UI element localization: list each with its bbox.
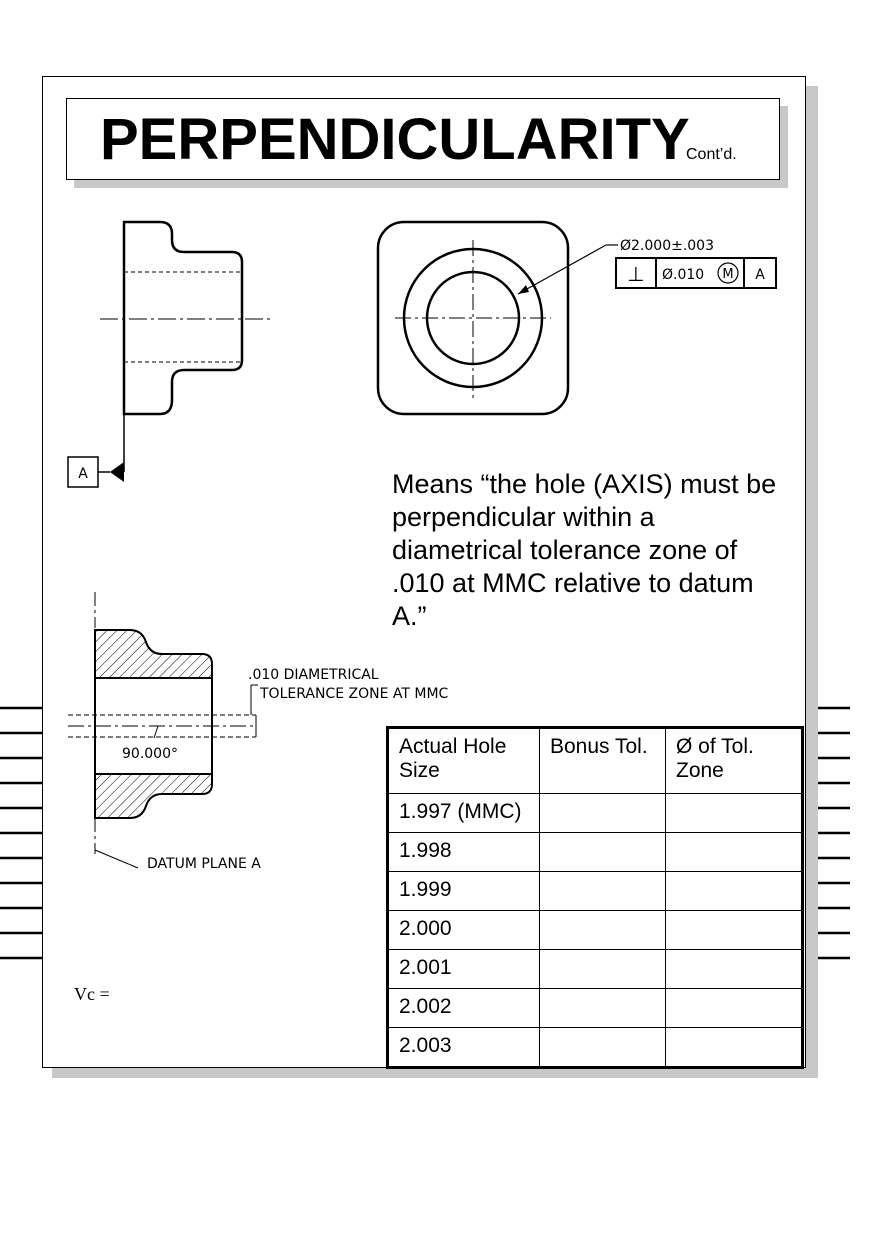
tol-zone-cell[interactable] [666, 794, 803, 833]
zone-label-line-1: .010 DIAMETRICAL [248, 667, 379, 683]
header-bonus-tol: Bonus Tol. [540, 728, 666, 794]
bonus-tol-cell[interactable] [540, 1028, 666, 1068]
table-row [388, 911, 803, 950]
perpendicularity-symbol-icon: ⊥ [627, 262, 645, 286]
vc-label: Vc = [74, 984, 110, 1004]
hole-size-cell: 2.001 [388, 950, 540, 989]
table-row [388, 1028, 803, 1068]
table-row [388, 794, 803, 833]
fcf-datum: A [755, 267, 765, 283]
hole-size-cell: 2.000 [388, 911, 540, 950]
page-subtitle: Cont’d. [686, 146, 737, 163]
table-row [388, 989, 803, 1028]
page-title: PERPENDICULARITY [100, 107, 690, 172]
size-dimension: Ø2.000±.003 [620, 238, 715, 254]
hole-size-cell: 2.002 [388, 989, 540, 1028]
datum-plane-label: DATUM PLANE A [147, 856, 261, 872]
tol-zone-cell[interactable] [666, 950, 803, 989]
header-tol-zone-diameter: Ø of Tol. Zone [666, 728, 803, 794]
table-row [388, 833, 803, 872]
fcf-modifier: M [722, 267, 734, 282]
left-binder-edges [0, 700, 44, 970]
datum-label: A [78, 466, 88, 482]
front-view-drawing [370, 212, 790, 422]
bonus-tol-cell[interactable] [540, 833, 666, 872]
bonus-tol-cell[interactable] [540, 872, 666, 911]
bonus-tol-cell[interactable] [540, 794, 666, 833]
hole-size-cell: 1.998 [388, 833, 540, 872]
fcf-tolerance: Ø.010 [662, 267, 705, 283]
hole-size-cell: 1.999 [388, 872, 540, 911]
side-view-drawing [60, 210, 280, 500]
angle-label: 90.000° [122, 746, 178, 762]
table-row [388, 950, 803, 989]
tol-zone-cell[interactable] [666, 911, 803, 950]
tol-zone-cell[interactable] [666, 1028, 803, 1068]
hole-size-cell: 2.003 [388, 1028, 540, 1068]
header-actual-hole-size: Actual Hole Size [388, 728, 540, 794]
hole-size-cell: 1.997 (MMC) [388, 794, 540, 833]
meaning-text: Means “the hole (AXIS) must be perpendicular within a diametrical tolerance zone of .010 at MMC relative to datum A.” [392, 469, 777, 631]
feature-control-frame [616, 258, 776, 288]
tol-zone-cell[interactable] [666, 872, 803, 911]
tol-zone-cell[interactable] [666, 989, 803, 1028]
table-row [388, 872, 803, 911]
tolerance-table [386, 726, 804, 1069]
bonus-tol-cell[interactable] [540, 911, 666, 950]
table-header-row [388, 728, 803, 794]
bonus-tol-cell[interactable] [540, 989, 666, 1028]
right-binder-edges [818, 700, 850, 970]
tol-zone-cell[interactable] [666, 833, 803, 872]
bonus-tol-cell[interactable] [540, 950, 666, 989]
zone-label-line-2: TOLERANCE ZONE AT MMC [260, 686, 449, 702]
